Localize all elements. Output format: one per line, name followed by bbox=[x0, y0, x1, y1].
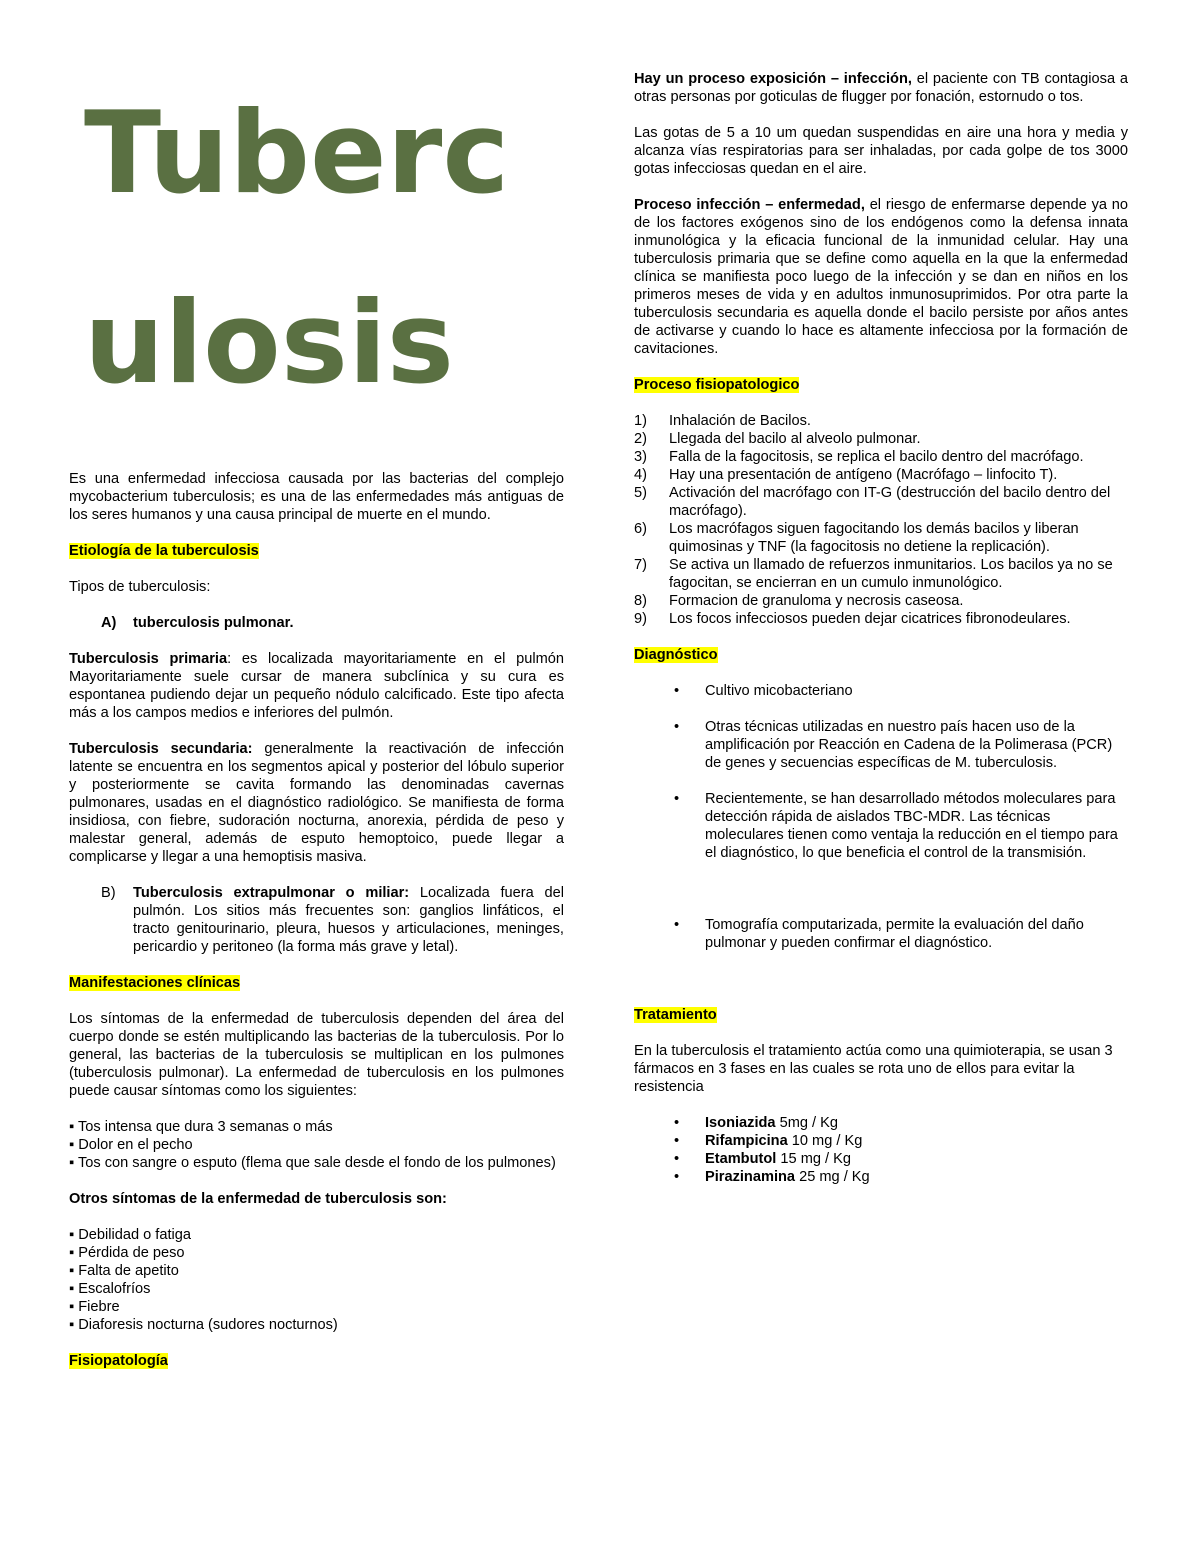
fisio-heading: Proceso fisiopatologico bbox=[634, 377, 800, 393]
list-item: ▪ Falta de apetito bbox=[69, 1263, 179, 1279]
primaria-term: Tuberculosis primaria bbox=[69, 651, 228, 667]
tipo-pulmonar: tuberculosis pulmonar. bbox=[133, 615, 294, 631]
infeccion-text: el riesgo de enfermarse depende ya no de los factores exógenos sino de los endógenos como la defensa innata inmunológica y la eficacia funcional de la inmunidad celular. Hay una tuberculosis primaria que se define como aquella en la que la enfermedad clínica se manifiesta poco luego de la infección y se dan en niños en los primeros meses de vida y en adultos inmunosuprimidos. Por otra parte la tuberculosis secundaria es aquella donde el bacilo persiste por años antes de activarse y cuando lo hace es altamente infecciosa por la formación de cavitaciones. bbox=[634, 197, 1128, 357]
bullet-icon: • bbox=[674, 1151, 680, 1167]
etiologia-heading: Etiología de la tuberculosis bbox=[69, 543, 259, 559]
intro-paragraph: Es una enfermedad infecciosa causada por las bacterias del complejo mycobacterium tuberculosis; es una de las enfermedades más antiguas de los seres humanos y una causa principal de muerte en el mundo. bbox=[69, 471, 564, 523]
tipos-label: Tipos de tuberculosis: bbox=[69, 579, 211, 595]
list-item: ▪ Tos intensa que dura 3 semanas o más bbox=[69, 1119, 333, 1135]
list-item: • Cultivo micobacteriano bbox=[674, 683, 853, 699]
bullet-icon: • bbox=[674, 683, 680, 699]
pasos-list bbox=[634, 412, 1128, 628]
list-item: ▪ Fiebre bbox=[69, 1299, 120, 1315]
tratamiento-heading: Tratamiento bbox=[634, 1007, 717, 1023]
gotas-paragraph: Las gotas de 5 a 10 um quedan suspendidas en aire una hora y media y alcanza vías respiratorias para ser inhaladas, por cada golpe de tos 3000 gotas infecciosas quedan en el aire. bbox=[634, 125, 1128, 177]
list-item: 2) Llegada del bacilo al alveolo pulmonar. bbox=[634, 431, 921, 447]
list-item: • Tomografía computarizada, permite la evaluación del daño pulmonar y pueden confirmar el diagnóstico. bbox=[674, 917, 1084, 951]
otros-list bbox=[69, 1226, 564, 1334]
bullet-icon: • bbox=[674, 791, 680, 807]
page-title: Tuberc ulosis bbox=[84, 87, 510, 409]
list-item: ▪ Diaforesis nocturna (sudores nocturnos) bbox=[69, 1317, 338, 1333]
primaria-text: : es localizada mayoritariamente en el pulmón Mayoritariamente suele cursar de manera subclínica y su cura es espontanea pudiendo dejar un pequeño nódulo calcificado. Este tipo afecta más a los campos medios e inferiores del pulmón. bbox=[69, 651, 564, 721]
diagnostico-list bbox=[634, 682, 1128, 952]
list-item: ▪ Dolor en el pecho bbox=[69, 1137, 193, 1153]
otros-heading: Otros síntomas de la enfermedad de tuberculosis son: bbox=[69, 1191, 447, 1207]
list-item: 8) Formacion de granuloma y necrosis caseosa. bbox=[634, 593, 964, 609]
list-item: • Pirazinamina 25 mg / Kg bbox=[674, 1169, 870, 1185]
secundaria-text: generalmente la reactivación de infección latente se encuentra en los segmentos apical y posterior del lóbulo superior y posteriormente se cavita formando las denominadas cavernas pulmonares, usadas en el diagnóstico radiológico. Se manifiesta de forma insidiosa, con fiebre, sudoración nocturna, anorexia, pérdida de peso y malestar general, además de esputo hemoptoico, puede llegar a complicarse y llegar a una hemoptisis masiva. bbox=[69, 741, 564, 865]
list-item: 3) Falla de la fagocitosis, se replica el bacilo dentro del macrófago. bbox=[634, 449, 1084, 465]
bullet-icon: • bbox=[674, 1169, 680, 1185]
list-item: 4) Hay una presentación de antígeno (Macrófago – linfocito T). bbox=[634, 467, 1058, 483]
primaria-paragraph bbox=[69, 650, 564, 722]
list-item: ▪ Debilidad o fatiga bbox=[69, 1227, 192, 1243]
exposicion-text: el paciente con TB contagiosa a otras personas por goticulas de flugger por fonación, estornudo o tos. bbox=[634, 71, 1128, 105]
list-item: 7) Se activa un llamado de refuerzos inmunitarios. Los bacilos ya no se fagocitan, se encierran en un cumulo inmunológico. bbox=[634, 557, 1113, 591]
manifestaciones-paragraph: Los síntomas de la enfermedad de tuberculosis dependen del área del cuerpo donde se estén multiplicando las bacterias de la tuberculosis. Por lo general, las bacterias de la tuberculosis se multiplican en los pulmones (tuberculosis pulmonar). La enfermedad de tuberculosis en los pulmones puede causar síntomas como los siguientes: bbox=[69, 1011, 564, 1099]
infeccion-paragraph bbox=[634, 196, 1128, 358]
extrapulmonar-item bbox=[69, 884, 564, 956]
list-item: 5) Activación del macrófago con IT-G (destrucción del bacilo dentro del macrófago). bbox=[634, 485, 1111, 519]
extrapulmonar-term: Tuberculosis extrapulmonar o miliar: bbox=[133, 885, 410, 901]
sintomas-list bbox=[69, 1118, 564, 1172]
secundaria-paragraph bbox=[69, 740, 564, 866]
bullet-icon: • bbox=[674, 1133, 680, 1149]
list-item: 6) Los macrófagos siguen fagocitando los demás bacilos y liberan quimosinas y TNF (la fagocitosis no detiene la replicación). bbox=[634, 521, 1079, 555]
infeccion-term: Proceso infección – enfermedad, bbox=[634, 197, 865, 213]
tratamiento-paragraph: En la tuberculosis el tratamiento actúa como una quimioterapia, se usan 3 fármacos en 3 fases en las cuales se rota uno de ellos para evitar la resistencia bbox=[634, 1043, 1113, 1095]
list-item: • Isoniazida 5mg / Kg bbox=[674, 1115, 839, 1131]
extrapulmonar-text: Localizada fuera del pulmón. Los sitios más frecuentes son: ganglios linfáticos, el tracto genitourinario, pleura, huesos y articulaciones, meninges, pericardio y peritoneo (la forma más grave y letal). bbox=[133, 885, 564, 955]
bullet-icon: • bbox=[674, 917, 680, 933]
exposicion-paragraph bbox=[634, 70, 1128, 106]
farmacos-list bbox=[634, 1114, 1128, 1186]
fisiopatologia-heading: Fisiopatología bbox=[69, 1353, 168, 1369]
list-marker: A) bbox=[101, 615, 117, 631]
right-column bbox=[634, 0, 1128, 1186]
list-item: ▪ Tos con sangre o esputo (flema que sale desde el fondo de los pulmones) bbox=[69, 1155, 556, 1171]
list-item: ▪ Escalofríos bbox=[69, 1281, 151, 1297]
left-column bbox=[69, 0, 564, 1370]
diagnostico-heading: Diagnóstico bbox=[634, 647, 718, 663]
list-item: • Rifampicina 10 mg / Kg bbox=[674, 1133, 863, 1149]
list-item: • Otras técnicas utilizadas en nuestro país hacen uso de la amplificación por Reacción en Cadena de la Polimerasa (PCR) de genes y secuencias específicas de M. tuberculosis. bbox=[674, 719, 1113, 771]
list-item: ▪ Pérdida de peso bbox=[69, 1245, 185, 1261]
list-marker: B) bbox=[101, 885, 116, 901]
exposicion-term: Hay un proceso exposición – infección, bbox=[634, 71, 912, 87]
list-item: 9) Los focos infecciosos pueden dejar cicatrices fibronodeulares. bbox=[634, 611, 1071, 627]
list-item: • Recientemente, se han desarrollado métodos moleculares para detección rápida de aislados TBC-MDR. Las técnicas moleculares tienen como ventaja la reducción en el tiempo para el diagnóstico, lo que beneficia el control de la transmisión. bbox=[674, 791, 1118, 861]
list-item: 1) Inhalación de Bacilos. bbox=[634, 413, 811, 429]
secundaria-term: Tuberculosis secundaria: bbox=[69, 741, 253, 757]
bullet-icon: • bbox=[674, 719, 680, 735]
manifestaciones-heading: Manifestaciones clínicas bbox=[69, 975, 241, 991]
bullet-icon: • bbox=[674, 1115, 680, 1131]
list-item: • Etambutol 15 mg / Kg bbox=[674, 1151, 851, 1167]
